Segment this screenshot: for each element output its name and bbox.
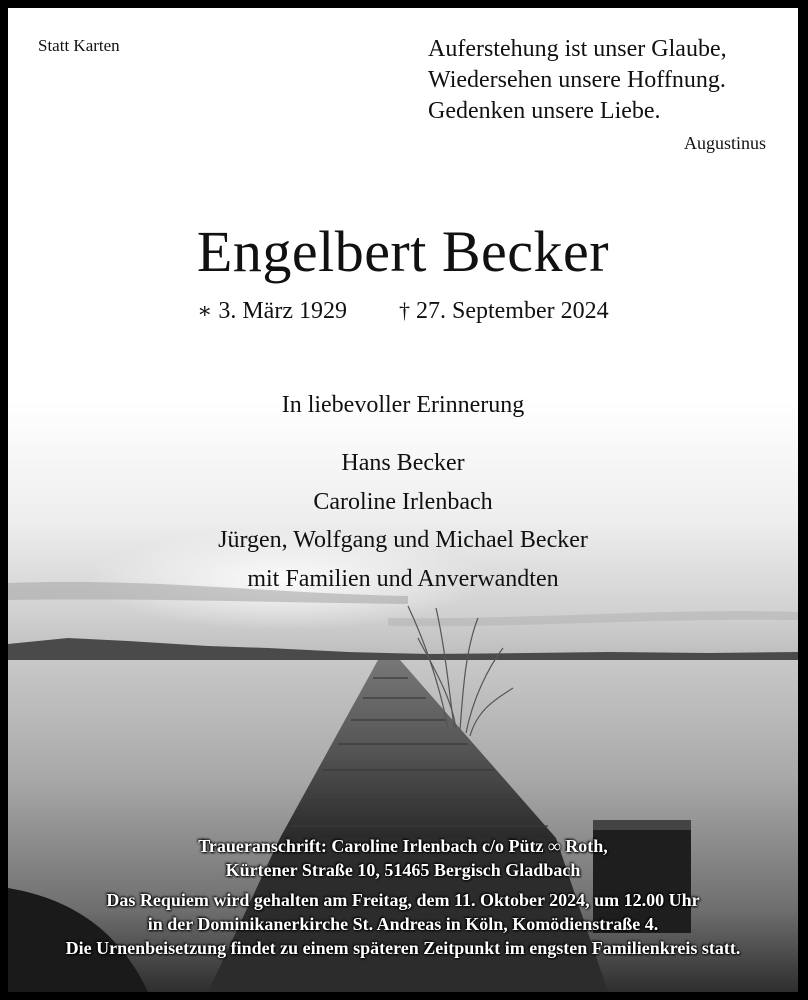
birth-symbol: ∗ <box>197 298 213 323</box>
quote-line: Wiedersehen unsere Hoffnung. <box>428 67 726 93</box>
quote-line: Gedenken unsere Liebe. <box>428 98 661 124</box>
memory-intro: In liebevoller Erinnerung <box>281 392 525 418</box>
ceremony-line: Das Requiem wird gehalten am Freitag, dem 11. Oktober 2024, um 12.00 Uhr <box>106 890 700 910</box>
statt-karten-label: Statt Karten <box>38 36 120 55</box>
life-dates <box>8 298 798 325</box>
mourner-line: mit Familien und Anverwandten <box>247 565 559 592</box>
address-line: Traueranschrift: Caroline Irlenbach c/o Pütz ∞ Roth, <box>198 836 608 856</box>
mourners-list <box>8 444 798 598</box>
birth-date: 3. März 1929 <box>218 298 347 324</box>
quote-author: Augustinus <box>683 133 766 153</box>
quote <box>428 34 727 127</box>
address-line: Kürtener Straße 10, 51465 Bergisch Gladbach <box>225 860 581 880</box>
ceremony-info <box>8 888 798 960</box>
ceremony-line: Die Urnenbeisetzung findet zu einem späteren Zeitpunkt im engsten Familienkreis statt. <box>65 938 741 958</box>
ceremony-line: in der Dominikanerkirche St. Andreas in Köln, Komödienstraße 4. <box>147 914 659 934</box>
quote-line: Auferstehung ist unser Glaube, <box>428 36 727 62</box>
mourner-line: Caroline Irlenbach <box>313 488 493 515</box>
deceased-name: Engelbert Becker <box>196 219 610 284</box>
mourner-line: Jürgen, Wolfgang und Michael Becker <box>218 527 588 553</box>
obituary-card <box>8 8 798 992</box>
mourning-address <box>8 834 798 882</box>
death-symbol: † <box>398 298 410 323</box>
death-date: 27. September 2024 <box>415 298 609 324</box>
mourner-line: Hans Becker <box>341 450 465 476</box>
